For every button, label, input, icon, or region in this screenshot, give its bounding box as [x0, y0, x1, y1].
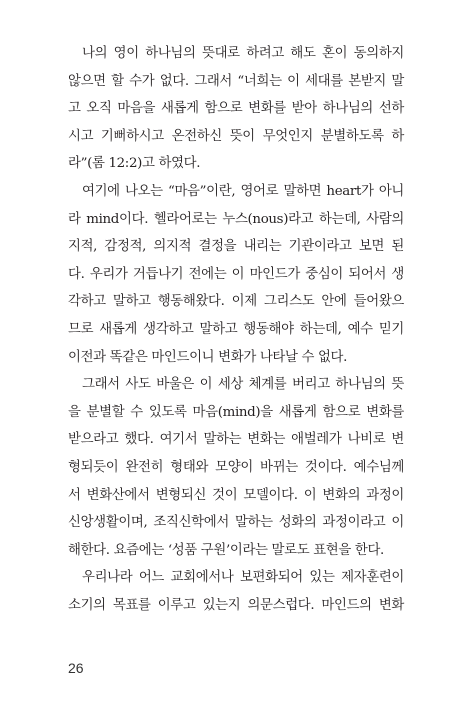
text-line: 각하고 말하고 행동해왔다. 이제 그리스도 안에 들어왔으	[68, 294, 404, 310]
text-line: 해한다. 요즘에는 ‘성품 구원’이라는 말로도 표현을 한다.	[68, 542, 384, 558]
text-line: 고 오직 마음을 새롭게 함으로 변화를 받아 하나님의 선하	[68, 101, 404, 117]
text-line: 시고 기뻐하시고 온전하신 뜻이 무엇인지 분별하도록 하	[68, 128, 404, 144]
text-line: 라 mind이다. 헬라어로는 누스(nous)라고 하는데, 사람의	[68, 211, 404, 227]
page-number: 26	[68, 660, 84, 676]
text-line: 신앙생활이며, 조직신학에서 말하는 성화의 과정이라고 이	[68, 515, 404, 531]
text-line: 않으면 할 수가 없다. 그래서 “너희는 이 세대를 본받지 말	[68, 73, 404, 89]
text-line: 받으라고 했다. 여기서 말하는 변화는 애벌레가 나비로 변	[68, 432, 404, 448]
text-line: 서 변화산에서 변형되신 것이 모델이다. 이 변화의 과정이	[68, 487, 404, 503]
text-line: 라”(롬 12:2)고 하였다.	[68, 156, 201, 172]
text-line: 므로 새롭게 생각하고 말하고 행동해야 하는데, 예수 믿기	[68, 321, 404, 337]
text-line: 지적, 감정적, 의지적 결정을 내리는 기관이라고 보면 된	[68, 239, 404, 255]
text-line: 을 분별할 수 있도록 마음(mind)을 새롭게 함으로 변화를	[68, 404, 404, 420]
text-line: 이전과 똑같은 마인드이니 변화가 나타날 수 없다.	[68, 349, 348, 365]
text-line: 다. 우리가 거듭나기 전에는 이 마인드가 중심이 되어서 생	[68, 266, 404, 282]
text-line: 그래서 사도 바울은 이 세상 체계를 버리고 하나님의 뜻	[82, 377, 404, 393]
body-text	[68, 40, 404, 619]
text-line: 우리나라 어느 교회에서나 보편화되어 있는 제자훈련이	[82, 570, 404, 586]
text-line: 나의 영이 하나님의 뜻대로 하려고 해도 혼이 동의하지	[82, 46, 404, 61]
text-line: 여기에 나오는 “마음”이란, 영어로 말하면 heart가 아니	[82, 183, 404, 199]
text-line: 소기의 목표를 이루고 있는지 의문스럽다. 마인드의 변화	[68, 597, 404, 613]
text-line: 형되듯이 완전히 형태와 모양이 바뀌는 것이다. 예수님께	[68, 459, 404, 475]
